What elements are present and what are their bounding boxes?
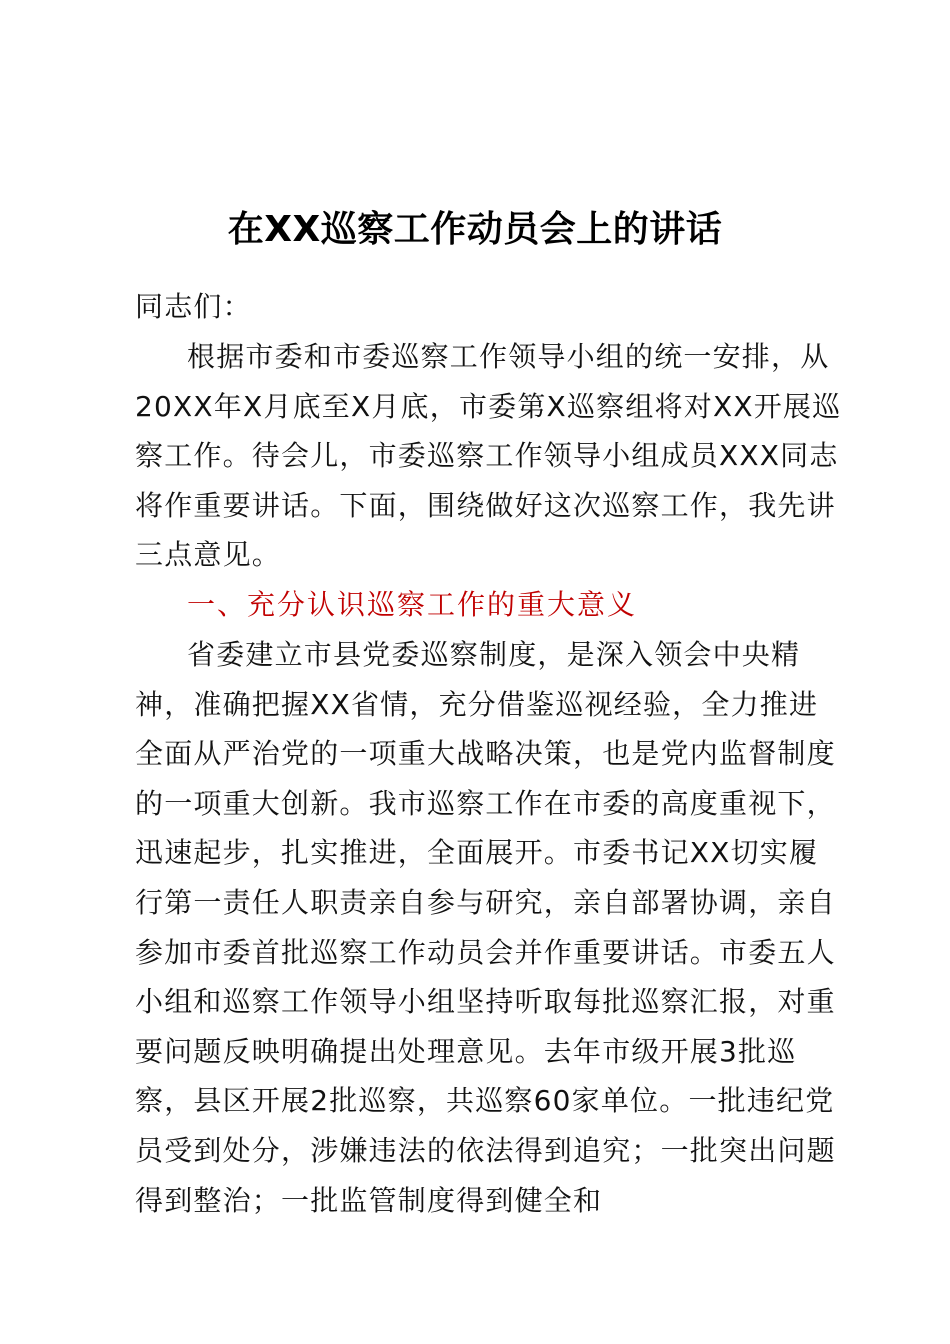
- document-title: 在XX巡察工作动员会上的讲话: [227, 209, 723, 250]
- paragraph-2: 省委建立市县党委巡察制度，是深入领会中央精神，准确把握XX省情，充分借鉴巡视经验，全力推进全面从严治党的一项重大战略决策，也是党内监督制度的一项重大创新。我市巡察工作在市委的高度重视下，迅速起步，扎实推进，全面展开。市委书记XX切实履行第一责任人职责亲自参与研究，亲自部署协调，亲自参加市委首批巡察工作动员会并作重要讲话。市委五人小组和巡察工作领导小组坚持听取每批巡察汇报，对重要问题反映明确提出处理意见。去年市级开展3批巡察，县区开展2批巡察，共巡察60家单位。一批违纪党员受到处分，涉嫌违法的依法得到追究；一批突出问题得到整治；一批监管制度得到健全和: [135, 638, 836, 1217]
- greeting: 同志们：: [135, 290, 252, 323]
- section-heading-1: 一、充分认识巡察工作的重大意义: [187, 588, 638, 621]
- paragraph-1: 根据市委和市委巡察工作领导小组的统一安排，从20XX年X月底至X月底，市委第X巡察组将对XX开展巡察工作。待会儿，市委巡察工作领导小组成员XXX同志将作重要讲话。下面，围绕做好这次巡察工作，我先讲三点意见。: [135, 340, 842, 572]
